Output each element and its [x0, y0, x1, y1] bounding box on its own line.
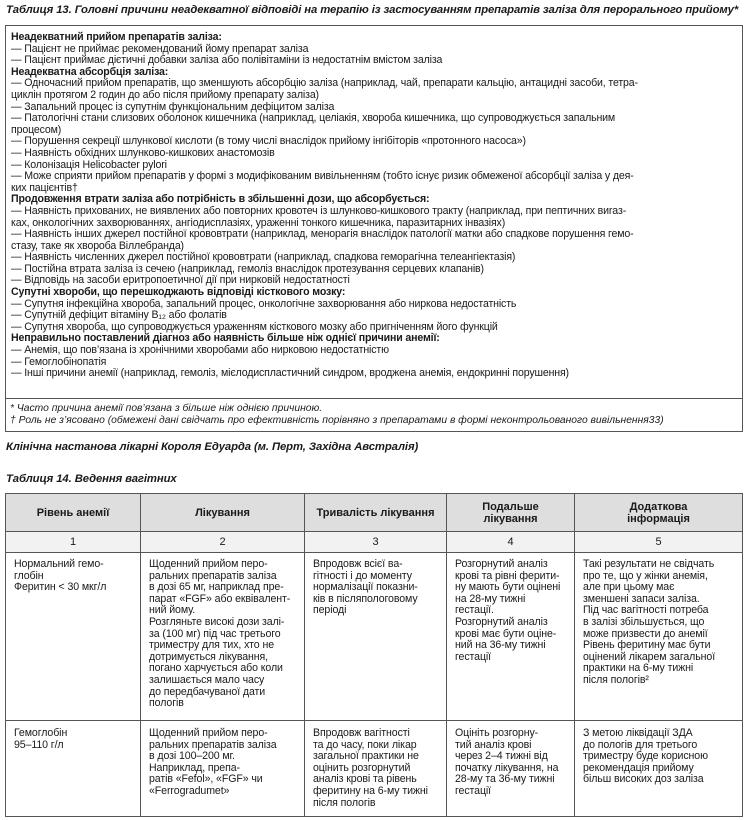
- table-row: [6, 552, 742, 721]
- list-item: — Пацієнт не приймає рекомендований йому препарат заліза: [11, 42, 309, 55]
- section-heading: Продовження втрати заліза або потрібність в збільшенні дози, що абсорбується:: [11, 193, 430, 206]
- cell-line: періоді: [313, 604, 347, 617]
- cell-line: оцінений лікарем загальної: [583, 650, 716, 663]
- header-anemia-level: Рівень анемії: [6, 494, 141, 531]
- cell-line: Феритин < 30 мкг/л: [14, 581, 107, 594]
- list-item: — Одночасний прийом препаратів, що зменшують абсорбцію заліза (наприклад, чай, препарати кальцію, антацидні засоби, тетра-: [11, 77, 638, 90]
- cell-line: парат «FGF» або еквівалент-: [149, 592, 291, 605]
- cell-line: глобін: [14, 569, 44, 582]
- cell-line: гестації: [455, 650, 492, 663]
- cell-line: крові та рівні ферити-: [455, 569, 560, 582]
- cell-line: в дозі 65 мг, наприклад пре-: [149, 581, 284, 594]
- cell-line: гітності і до моменту: [313, 569, 412, 582]
- list-item: — Може сприяти прийом препаратів у формі з модифікованим вивільненням (тобто існує ризик обмеженої абсорбції заліза у дея-: [11, 170, 634, 183]
- list-item: ких пацієнтів†: [11, 181, 78, 194]
- cell-treatment: [141, 721, 305, 817]
- list-item: — Порушення секреції шлункової кислоти (в тому числі внаслідок прийому інгібіторів «протонного насоса»): [11, 135, 526, 148]
- cell-line: ний на 36-му тижні: [455, 639, 546, 652]
- column-number: 2: [141, 532, 305, 552]
- list-item: — Постійна втрата заліза із сечею (наприклад, гемоліз внаслідок протезування серцевих клапанів): [11, 262, 484, 275]
- list-item: — Гемоглобінопатія: [11, 355, 107, 368]
- cell-anemia-level: [6, 721, 141, 817]
- table-14-number-row: [6, 531, 742, 553]
- cell-duration: [305, 721, 447, 817]
- cell-line: Під час вагітності потреба: [583, 604, 709, 617]
- list-item: — Супутня інфекційна хвороба, запальний процес, онкологічне захворювання або ниркова недостатність: [11, 297, 517, 310]
- list-item: — Відповідь на засоби еритропоетичної дії при нирковій недостатності: [11, 274, 350, 287]
- cell-line: Щоденний прийом перо-: [149, 558, 268, 570]
- table-13-divider: [6, 398, 742, 399]
- cell-line: більш високих доз заліза: [583, 773, 704, 786]
- cell-line: Розгляньте високі дози залі-: [149, 615, 285, 628]
- cell-line: Оцініть розгорну-: [455, 727, 539, 739]
- list-item: — Супутня хвороба, що супроводжується ураженням кісткового мозку або пригніченням його функцій: [11, 320, 498, 333]
- column-number: 5: [655, 536, 662, 548]
- list-item: — Наявність численних джерел постійної крововтрати (наприклад, спадкова геморагічна телеангіектазія): [11, 251, 516, 264]
- cell-line: до передбачуваної дати: [149, 685, 266, 698]
- list-item: — Інші причини анемії (наприклад, гемоліз, мієлодиспластичний синдром, вроджена анемія, ендокринні порушення): [11, 367, 569, 380]
- cell-anemia-level: [6, 552, 141, 720]
- column-number: 1: [6, 532, 141, 552]
- section-heading: Супутні хвороби, що перешкоджають відповіді кісткового мозку:: [11, 286, 346, 299]
- cell-line: нормалізації показни-: [313, 581, 418, 594]
- cell-line: до пологів для третього: [583, 738, 698, 751]
- cell-follow-up: [447, 721, 575, 817]
- cell-line: після пологів: [313, 796, 376, 809]
- cell-line: рекомендація прийому: [583, 761, 694, 774]
- cell-line: ральних препаратів заліза: [149, 738, 277, 751]
- cell-line: триместру для тих, хто не: [149, 639, 274, 652]
- cell-line: ратів «Fefol», «FGF» чи: [149, 773, 263, 786]
- column-number: 3: [305, 532, 447, 552]
- cell-line: гестації: [455, 784, 492, 797]
- cell-line: аналіз крові та рівень: [313, 773, 417, 786]
- cell-additional-info: [575, 721, 742, 817]
- table-13-lines: [11, 32, 738, 380]
- cell-line: через 2–4 тижні від: [455, 750, 548, 763]
- source-line: Клінічна настанова лікарні Короля Едуарда (м. Перт, Західна Австралія): [6, 441, 419, 453]
- cell-line: загальної практики не: [313, 750, 419, 763]
- cell-line: Нормальний гемо-: [14, 558, 104, 570]
- cell-line: про те, що у жінки анемія,: [583, 569, 708, 582]
- cell-line: крові має бути оціне-: [455, 627, 557, 640]
- header-additional-info: Додаткова інформація: [627, 500, 690, 525]
- cell-line: залишається мало часу: [149, 673, 265, 686]
- section-heading: Неадекватна абсорбція заліза:: [11, 65, 169, 78]
- list-item: — Колонізація Helicobacter pylori: [11, 158, 167, 171]
- cell-line: гестації.: [455, 604, 494, 617]
- footnote-asterisk: * Часто причина анемії пов’язана з більше ніж однією причиною.: [10, 403, 323, 414]
- header-treatment: Лікування: [141, 494, 305, 531]
- cell-line: тий аналіз крові: [455, 738, 532, 751]
- cell-line: Гемоглобін: [14, 727, 68, 739]
- cell-line: Розгорнутий аналіз: [455, 558, 548, 570]
- list-item: ках, онкологічних захворюваннях, ангіодисплазіях, ураженні тонкого кишечника, паразитарних інвазіях): [11, 216, 506, 229]
- cell-line: Впродовж всієї ва-: [313, 558, 403, 570]
- list-item: — Пацієнт приймає дієтичні добавки заліза або полівітаміни із недостатнім вмістом заліза: [11, 54, 443, 67]
- cell-line: ків в післяпологовому: [313, 592, 418, 605]
- cell-line: ральних препаратів заліза: [149, 569, 277, 582]
- column-number: 4: [447, 532, 575, 552]
- list-item: — Супутній дефіцит вітаміну B₁₂ або фолатів: [11, 309, 227, 322]
- cell-line: за (100 мг) під час третього: [149, 627, 281, 640]
- list-item: — Патологічні стани слизових оболонок кишечника (наприклад, целіакія, хвороба кишечника, що супроводжується запальним: [11, 112, 616, 125]
- cell-line: в дозі 100–200 мг.: [149, 750, 235, 763]
- table-13-notes: [10, 403, 664, 428]
- cell-follow-up: [447, 552, 575, 720]
- cell-line: 28-му та 36-му тижні: [455, 773, 555, 786]
- header-follow-up: Подальше лікування: [447, 494, 575, 531]
- cell-line: може призвести до анемії: [583, 627, 708, 640]
- cell-line: 95–110 г/л: [14, 738, 64, 751]
- list-item: — Запальний процес із супутнім функціональним дефіцитом заліза: [11, 100, 335, 113]
- table-13-caption: Таблиця 13. Головні причини неадекватної відповіді на терапію із застосуванням препаратів заліза для перорального прийому*: [6, 4, 739, 16]
- cell-line: практики на 6-му тижні: [583, 662, 694, 675]
- list-item: стазу, таке як хвороба Віллебранда): [11, 239, 184, 252]
- cell-line: Такі результати не свідчать: [583, 558, 715, 570]
- cell-duration: [305, 552, 447, 720]
- cell-line: дотримується лікування,: [149, 650, 269, 663]
- cell-line: пологів: [149, 697, 184, 710]
- list-item: — Наявність прихованих, не виявлених або повторних кровотеч із шлунково-кишкового тракту (наприклад, при пептичних виraз-: [11, 204, 627, 217]
- footnote-dagger: † Роль не з’ясовано (обмежені дані свідчать про ефективність порівняно з препаратами в формі неконтрольованого вивільнення33): [10, 415, 664, 427]
- table-14-caption: Таблиця 14. Ведення вагітних: [6, 473, 177, 485]
- cell-line: зменшені запаси заліза.: [583, 592, 700, 605]
- header-duration: Тривалість лікування: [305, 494, 447, 531]
- section-heading: Неадекватний прийом препаратів заліза:: [11, 31, 222, 43]
- cell-line: З метою ліквідації ЗДА: [583, 727, 693, 739]
- table-14: [5, 493, 743, 817]
- cell-line: ний йому.: [149, 604, 196, 617]
- cell-line: триместру буде корисною: [583, 750, 708, 763]
- cell-line: після пологів²: [583, 673, 649, 686]
- cell-line: на 28-му тижні: [455, 592, 526, 605]
- cell-line: «Ferrogradumet»: [149, 784, 230, 797]
- cell-line: та до часу, поки лікар: [313, 738, 417, 751]
- cell-line: оцінить розгорнутий: [313, 761, 411, 774]
- list-item: — Анемія, що пов’язана із хронічними хворобами або нирковою недостатністю: [11, 344, 389, 357]
- cell-line: Рівень феритину має бути: [583, 639, 711, 652]
- table-row: [6, 721, 742, 817]
- cell-line: але при цьому має: [583, 581, 675, 594]
- cell-line: початку лікування, на: [455, 761, 559, 774]
- section-heading: Неправильно поставлений діагноз або наявність більше ніж однієї причини анемії:: [11, 332, 440, 345]
- list-item: — Наявність обхідних шлунково-кишкових анастомозів: [11, 146, 275, 159]
- cell-line: феритину на 6-му тижні: [313, 784, 428, 797]
- cell-additional-info: [575, 552, 742, 720]
- list-item: — Наявність інших джерел постійної крововтрати (наприклад, менорагія внаслідок патології матки або спадкове порушення гемо-: [11, 228, 634, 241]
- table-14-header-row: [6, 494, 742, 531]
- list-item: процесом): [11, 123, 62, 136]
- cell-line: Розгорнутий аналіз: [455, 615, 548, 628]
- table-13-box: [5, 25, 743, 432]
- cell-treatment: [141, 552, 305, 720]
- list-item: циклін протягом 2 годин до або після прийому препарату заліза): [11, 88, 319, 101]
- cell-line: Впродовж вагітності: [313, 727, 410, 739]
- cell-line: погано харчується або коли: [149, 662, 283, 675]
- cell-line: в залізі збільшується, що: [583, 615, 705, 628]
- cell-line: ну мають бути оцінені: [455, 581, 561, 594]
- cell-line: Наприклад, препа-: [149, 761, 240, 774]
- cell-line: Щоденний прийом перо-: [149, 727, 268, 739]
